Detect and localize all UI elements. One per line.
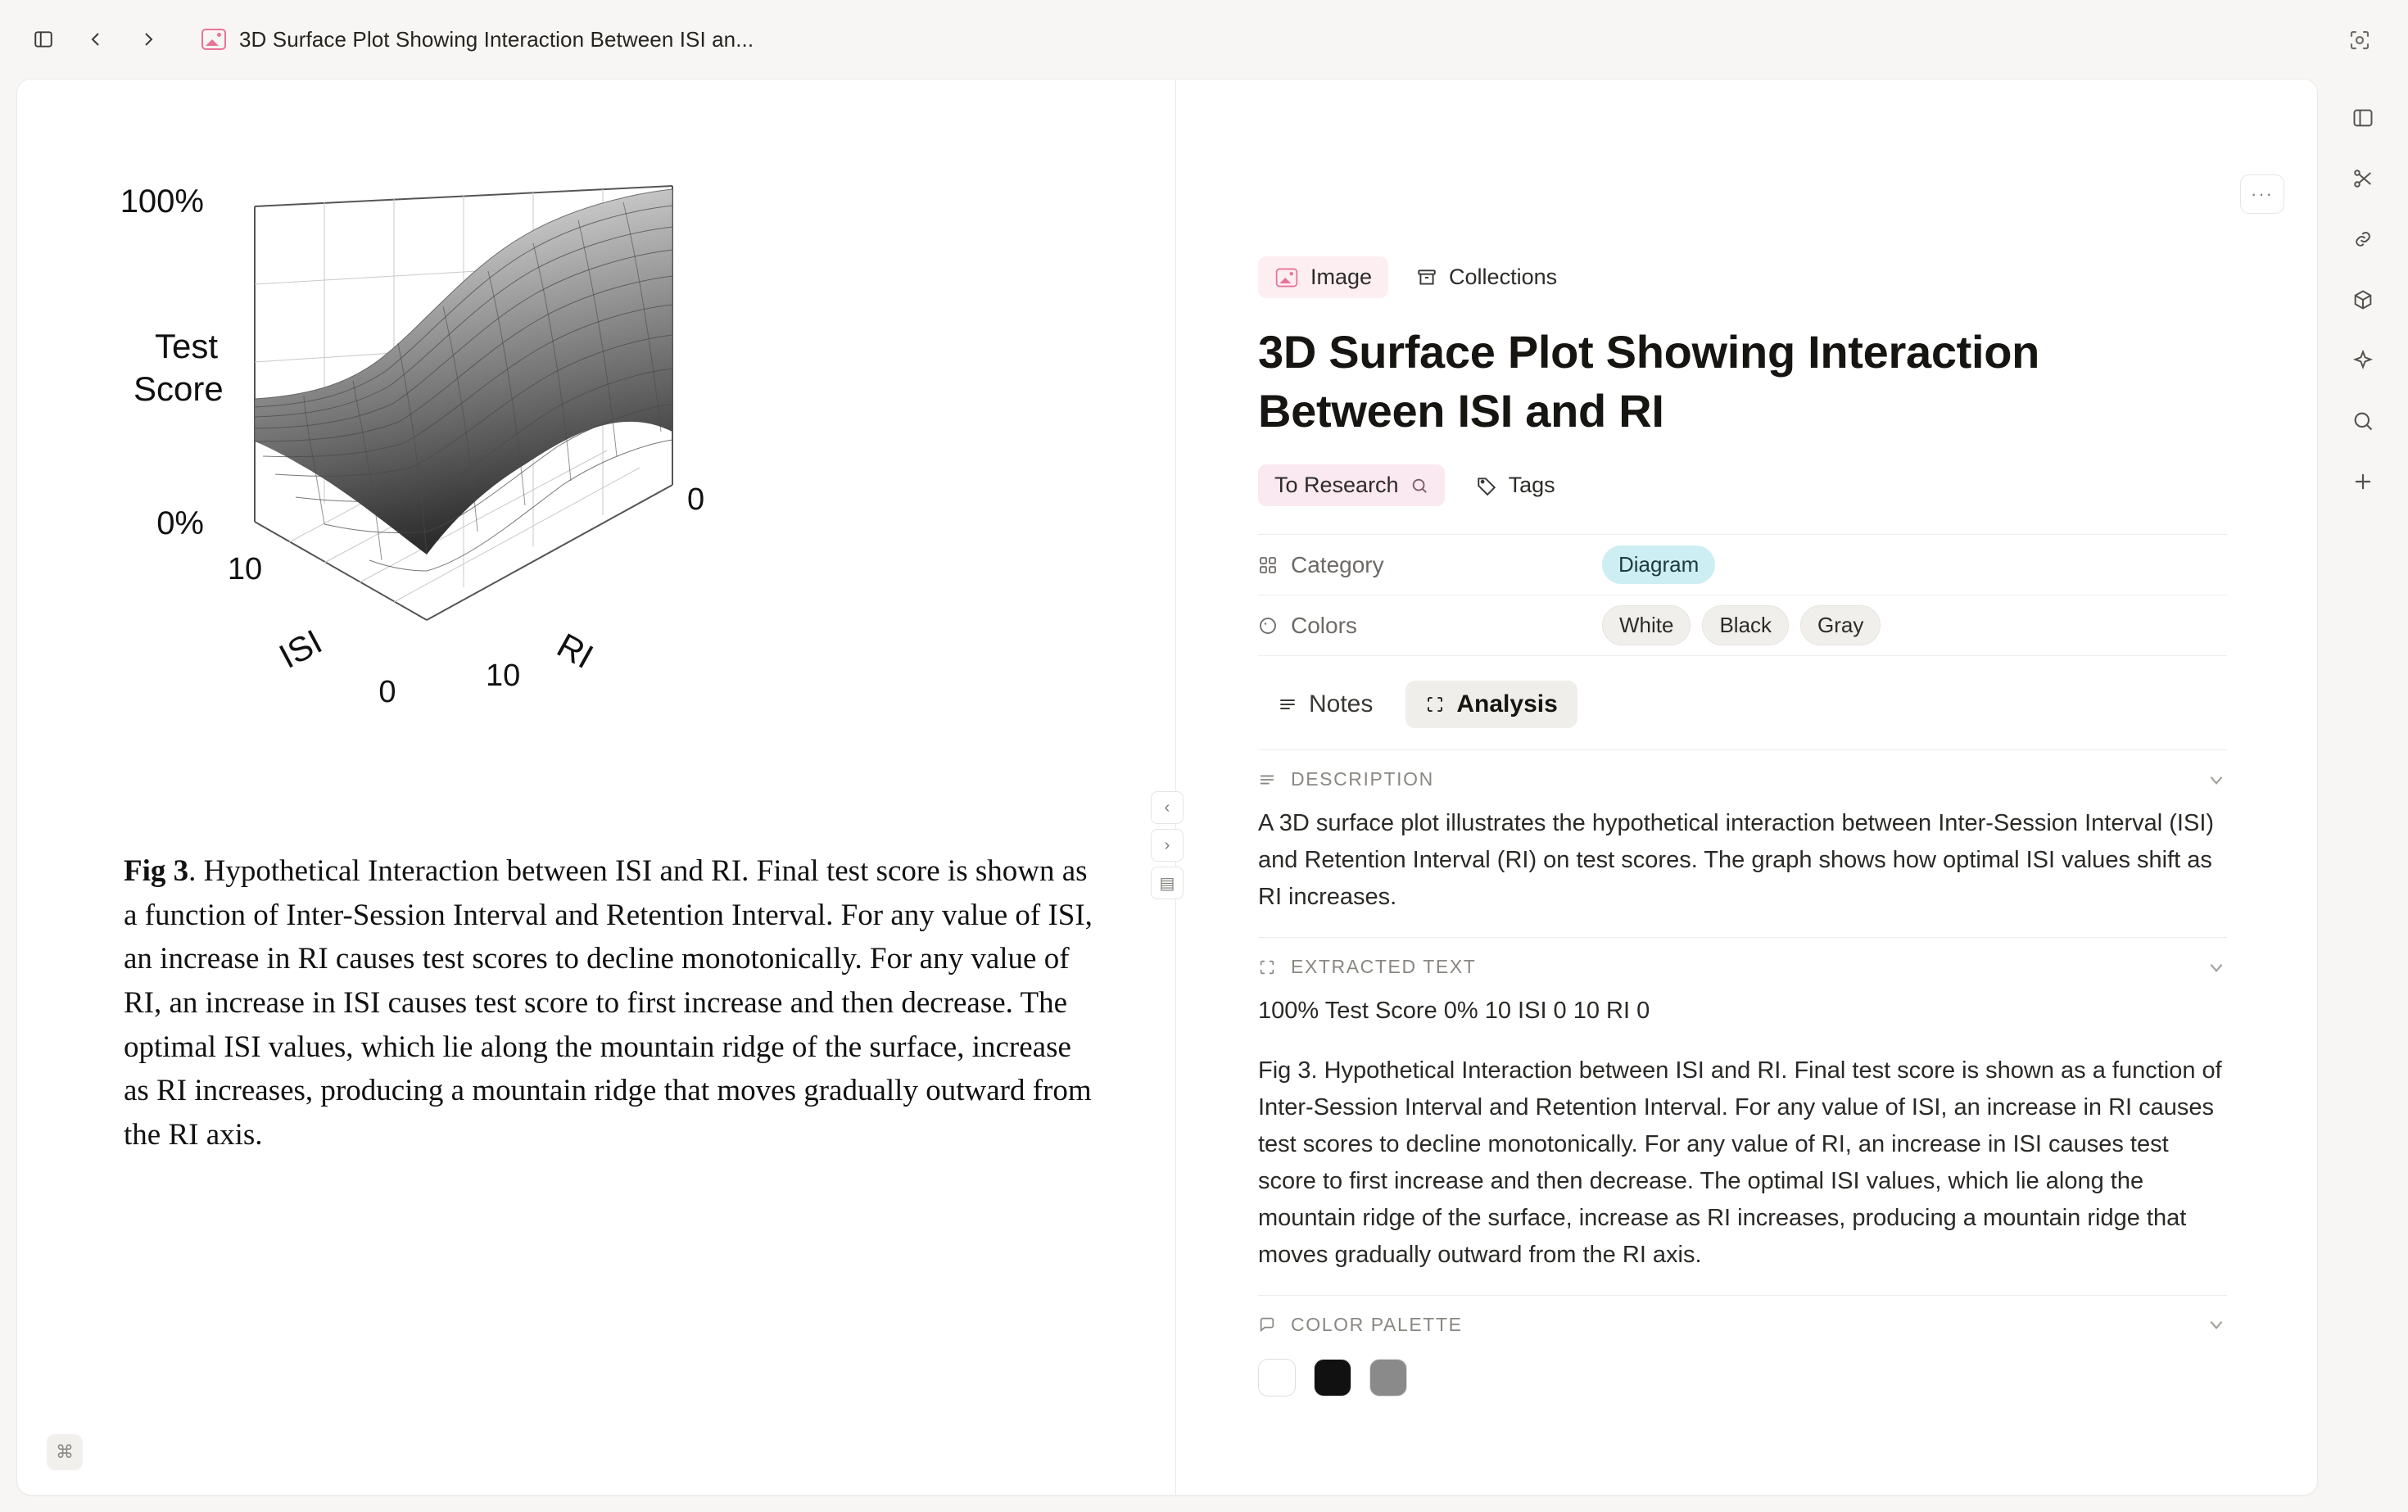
chevron-down-icon[interactable]	[2206, 957, 2227, 978]
pane-rail	[1151, 791, 1184, 899]
frame-icon	[1258, 958, 1276, 976]
property-value	[1602, 605, 1881, 645]
z-axis-title-2: Score	[134, 369, 224, 408]
y-bottom-label: 0%	[156, 505, 204, 541]
sparkle-icon[interactable]	[2340, 337, 2386, 383]
link-icon[interactable]	[2340, 216, 2386, 262]
image-icon	[201, 29, 226, 50]
panel-layout-icon[interactable]	[2340, 95, 2386, 141]
lines-icon	[1258, 771, 1276, 789]
color-chip[interactable]: Gray	[1800, 605, 1881, 645]
image-preview-pane	[17, 79, 1176, 1495]
caption-label: Fig 3	[124, 854, 189, 888]
property-label-text: Category	[1291, 551, 1384, 577]
chevron-down-icon[interactable]	[2206, 769, 2227, 790]
notes-icon	[1278, 695, 1297, 714]
tab-analysis[interactable]	[1405, 681, 1577, 728]
section-body-extracted-text	[1258, 993, 2227, 1295]
cube-icon[interactable]	[2340, 277, 2386, 323]
section-title: EXTRACTED TEXT	[1291, 956, 1477, 978]
figure	[66, 112, 1126, 817]
sidebar-toggle-icon[interactable]	[21, 17, 66, 61]
scissors-icon[interactable]	[2340, 156, 2386, 201]
collections-label: Collections	[1449, 265, 1558, 289]
top-bar	[0, 0, 2408, 79]
status-badge[interactable]	[1258, 464, 1445, 506]
tags-label: Tags	[1508, 473, 1555, 498]
y-axis-far: 0	[687, 482, 705, 517]
rail-prev-button[interactable]: ‹	[1151, 791, 1184, 824]
color-chip[interactable]: Black	[1702, 605, 1789, 645]
property-label	[1258, 613, 1602, 639]
rail-layout-button[interactable]: ▤	[1151, 867, 1184, 899]
section-header-description[interactable]	[1258, 749, 2227, 805]
description-text: A 3D surface plot illustrates the hypothetical interaction between Inter-Session Interval (ISI) and Retention Interval (RI) on test scores. The graph shows how optimal ISI values shift as RI increases.	[1258, 810, 2215, 911]
item-type-badge[interactable]	[1258, 256, 1388, 298]
back-icon[interactable]	[74, 17, 118, 61]
document-tab[interactable]	[190, 16, 768, 62]
y-axis-label: RI	[550, 625, 600, 677]
figure-caption	[124, 849, 1093, 1157]
y-axis-mid: 10	[486, 659, 521, 693]
search-icon[interactable]	[2340, 398, 2386, 444]
collections-button[interactable]	[1416, 265, 1557, 290]
extracted-text-line-1: 100% Test Score 0% 10 ISI 0 10 RI 0	[1258, 998, 1650, 1025]
section-header-color-palette[interactable]	[1258, 1295, 2227, 1351]
item-type-label: Image	[1310, 265, 1373, 289]
section-title: COLOR PALETTE	[1291, 1313, 1463, 1335]
page-title: 3D Surface Plot Showing Interaction Between ISI and RI	[1258, 326, 2040, 437]
color-chip[interactable]: White	[1602, 605, 1691, 645]
z-axis-title-1: Test	[155, 327, 219, 365]
detail-tabs	[1258, 681, 2227, 728]
chevron-down-icon[interactable]	[2206, 1314, 2227, 1335]
analysis-icon	[1425, 695, 1445, 714]
document-title: 3D Surface Plot Showing Interaction Between ISI an...	[239, 26, 754, 52]
caption-text: . Hypothetical Interaction between ISI and RI. Final test score is shown as a function of Inter-Session Interval and Retention Interval. For any value of ISI, an increase in RI causes test scores to decline monotonically. For any value of RI, an increase in ISI causes test score to first increase and then decrease. The optimal ISI values, which lie along the mountain ridge of the surface, increase as RI increases, producing a mountain ridge that moves gradually outward from the RI axis.	[124, 854, 1093, 1152]
property-label	[1258, 552, 1602, 578]
color-swatches	[1258, 1351, 2227, 1413]
app-shell	[0, 79, 2408, 1512]
focus-target-icon[interactable]	[2338, 18, 2382, 62]
x-axis-label: ISI	[273, 622, 328, 676]
section-header-extracted-text[interactable]	[1258, 937, 2227, 993]
meta-row	[1258, 464, 2227, 506]
property-label-text: Colors	[1291, 612, 1357, 638]
right-toolbar	[2318, 79, 2408, 1496]
tab-analysis-label: Analysis	[1456, 690, 1558, 718]
section-title: DESCRIPTION	[1291, 768, 1434, 790]
status-label: To Research	[1274, 473, 1399, 498]
command-badge[interactable]: ⌘	[47, 1434, 83, 1470]
image-icon	[1276, 268, 1297, 287]
search-icon	[1410, 477, 1428, 495]
tags-button[interactable]	[1476, 473, 1555, 498]
grid-icon	[1258, 555, 1278, 575]
tag-icon	[1476, 475, 1497, 496]
property-row-category[interactable]	[1258, 535, 2227, 595]
category-chip[interactable]: Diagram	[1602, 545, 1715, 584]
section-body-description	[1258, 805, 2227, 937]
property-value	[1602, 545, 1715, 584]
kind-row	[1258, 256, 2227, 298]
extracted-text-line-2: Fig 3. Hypothetical Interaction between ISI and RI. Final test score is shown as a function of Inter-Session Interval and Retention Interval. For any value of ISI, an increase in RI causes test scores to decline monotonically. For any value of RI, an increase in ISI causes test score to first increase and then decrease. The optimal ISI values, which lie along the mountain ridge of the surface, increase as RI increases, producing a mountain ridge that moves gradually outward from the RI axis.	[1258, 1057, 2222, 1268]
details-pane	[1176, 79, 2317, 1495]
rail-next-button[interactable]: ›	[1151, 829, 1184, 862]
properties-table	[1258, 534, 2227, 656]
archive-icon	[1416, 267, 1437, 288]
tab-notes-label: Notes	[1309, 690, 1374, 718]
palette-icon	[1258, 616, 1278, 636]
chat-icon	[1258, 1315, 1276, 1333]
content-card	[16, 79, 2318, 1496]
x-axis-min: 0	[378, 675, 396, 709]
property-row-colors[interactable]	[1258, 595, 2227, 656]
add-icon[interactable]	[2340, 459, 2386, 505]
forward-icon[interactable]	[126, 17, 170, 61]
color-swatch[interactable]	[1314, 1359, 1351, 1397]
x-axis-max: 10	[227, 552, 263, 586]
more-options-button[interactable]: ···	[2240, 174, 2284, 214]
y-top-label: 100%	[120, 183, 204, 220]
tab-notes[interactable]	[1258, 681, 1392, 728]
color-swatch[interactable]	[1369, 1359, 1407, 1397]
surface-plot-figure	[99, 161, 1066, 817]
color-swatch[interactable]	[1258, 1359, 1296, 1397]
